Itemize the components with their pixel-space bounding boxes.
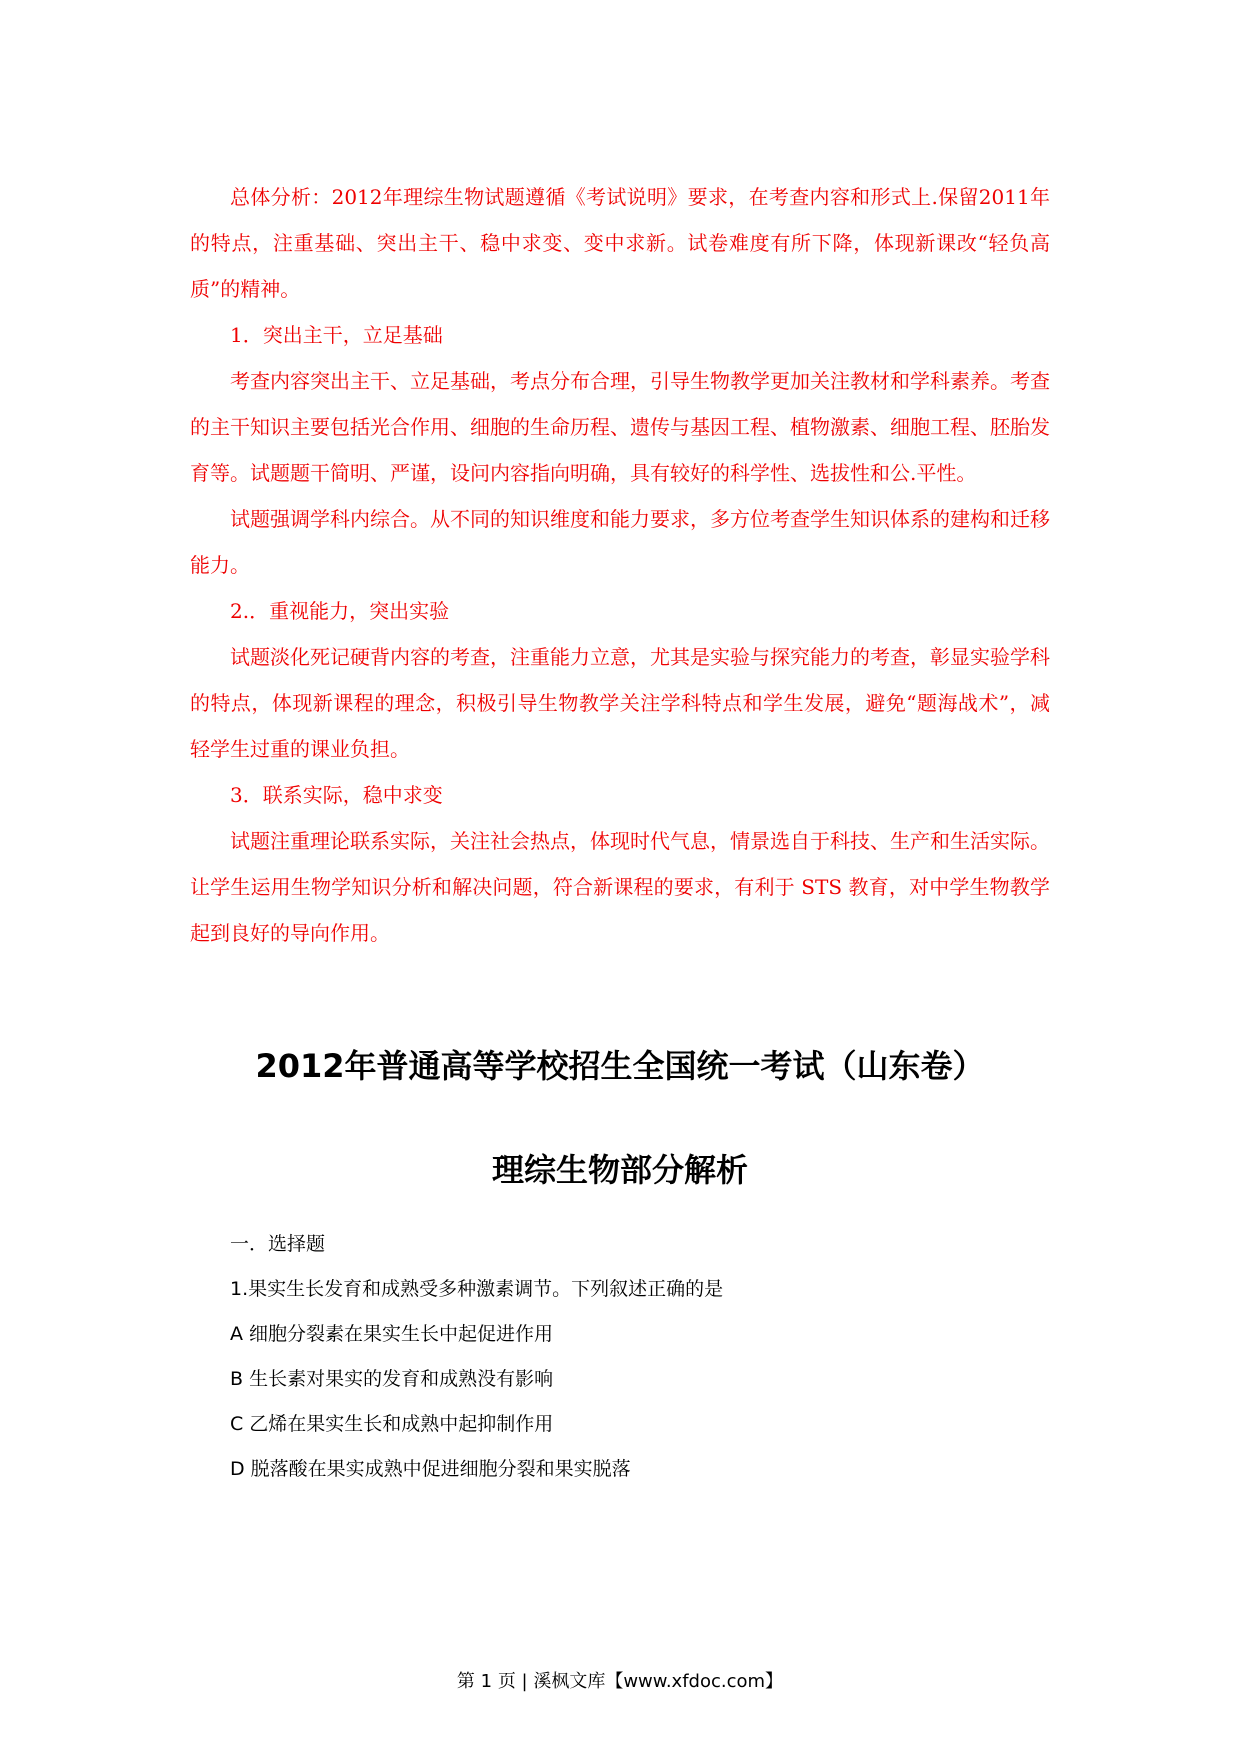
question-1-stem: 1.果实生长发育和成熟受多种激素调节。下列叙述正确的是 [230, 1278, 724, 1300]
document-title: 2012年普通高等学校招生全国统一考试（山东卷） [255, 1047, 985, 1085]
analysis-overview: 总体分析：2012年理综生物试题遵循《考试说明》要求，在考查内容和形式上.保留2011年的特点，注重基础、突出主干、稳中求变、变中求新。试卷难度有所下降，体现新课改“轻负高质”的精神。 [190, 185, 1050, 301]
questions-section [230, 1222, 1050, 1492]
question-1-option-d: D 脱落酸在果实成熟中促进细胞分裂和果实脱落 [230, 1458, 631, 1480]
section-2-paragraph-1: 试题淡化死记硬背内容的考查，注重能力立意，尤其是实验与探究能力的考查，彰显实验学科的特点，体现新课程的理念，积极引导生物教学关注学科特点和学生发展，避免“题海战术”，减轻学生过重的课业负担。 [190, 645, 1050, 761]
section-1-paragraph-2: 试题强调学科内综合。从不同的知识维度和能力要求，多方位考查学生知识体系的建构和迁移能力。 [190, 507, 1050, 577]
section-3-heading: 3．联系实际，稳中求变 [230, 783, 443, 807]
section-2-heading: 2.．重视能力，突出实验 [230, 599, 450, 623]
question-section-label: 一．选择题 [230, 1233, 326, 1255]
question-1-option-c: C 乙烯在果实生长和成熟中起抑制作用 [230, 1413, 554, 1435]
page-footer: 第 1 页 | 溪枫文库【www.xfdoc.com】 [456, 1671, 784, 1692]
section-1-paragraph-1: 考查内容突出主干、立足基础，考点分布合理，引导生物教学更加关注教材和学科素养。考查的主干知识主要包括光合作用、细胞的生命历程、遗传与基因工程、植物激素、细胞工程、胚胎发育等。试题题干简明、严谨，设问内容指向明确，具有较好的科学性、选拔性和公.平性。 [190, 369, 1050, 485]
question-1-option-b: B 生长素对果实的发育和成熟没有影响 [230, 1368, 554, 1390]
analysis-section [190, 174, 1050, 956]
question-1-option-a: A 细胞分裂素在果实生长中起促进作用 [230, 1323, 554, 1345]
section-3-paragraph-1: 试题注重理论联系实际，关注社会热点，体现时代气息，情景选自于科技、生产和生活实际。让学生运用生物学知识分析和解决问题，符合新课程的要求，有利于 STS 教育，对中学生物教学起到良好的导向作用。 [190, 829, 1050, 945]
document-subtitle: 理综生物部分解析 [491, 1151, 748, 1189]
section-1-heading: 1．突出主干，立足基础 [230, 323, 443, 347]
